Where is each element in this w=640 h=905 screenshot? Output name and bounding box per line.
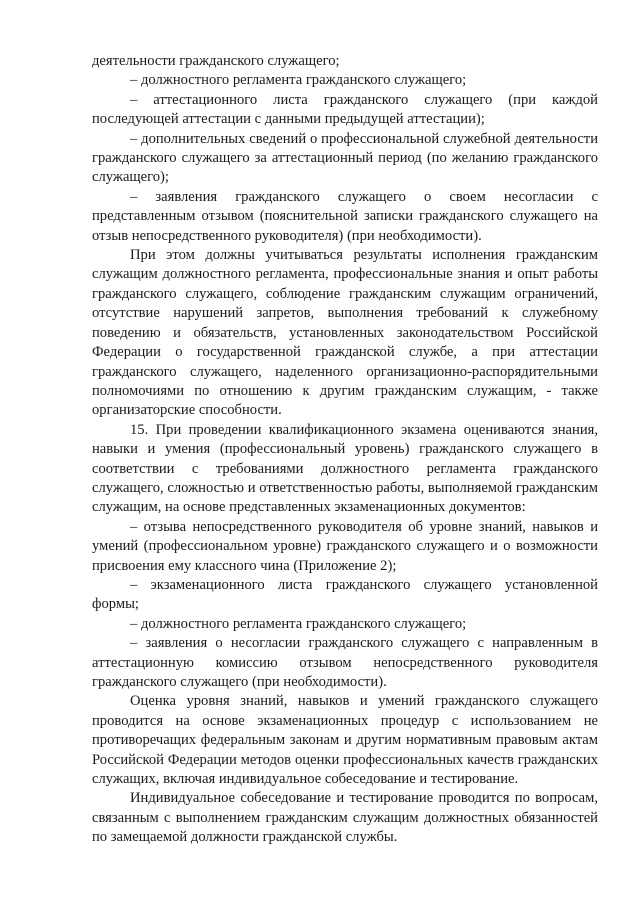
paragraph-13: Индивидуальное собеседование и тестирование проводится по вопросам, связанным с выполнением гражданским служащим должностных обязанностей по замещаемой должности гражданской службы. xyxy=(92,790,598,846)
paragraph-7: 15. При проведении квалификационного экзамена оцениваются знания, навыки и умения (профессиональный уровень) гражданского служащего в соответствии с требованиями должностного регламента гражданского служащего, сложностью и ответственностью работы, выполняемой гражданским служащим, на основе представленных экзаменационных документов: xyxy=(92,421,598,516)
paragraph-11: – заявления о несогласии гражданского служащего с направленным в аттестационную комиссию отзывом непосредственного руководителя гражданского служащего (при необходимости). xyxy=(92,635,598,690)
paragraph-10: – должностного регламента гражданского служащего; xyxy=(130,615,467,632)
paragraph-9: – экзаменационного листа гражданского служащего установленной формы; xyxy=(92,576,598,613)
paragraph-4: – дополнительных сведений о профессиональной служебной деятельности гражданского служащего за аттестационный период (по желанию гражданского служащего); xyxy=(92,130,598,186)
paragraph-1: деятельности гражданского служащего; xyxy=(92,53,340,69)
paragraph-8: – отзыва непосредственного руководителя об уровне знаний, навыков и умений (профессиональном уровне) гражданского служащего и о возможности присвоения ему классного чина (Приложение 2); xyxy=(92,518,598,574)
paragraph-6: При этом должны учитываться результаты исполнения гражданским служащим должностного регламента, профессиональные знания и опыт работы гражданского служащего, соблюдение гражданским служащим ограничений, отсутствие нарушений запретов, выполнения требований к служебному поведению и обязательств, установленных законодательством Российской Федерации о государственной гражданской службе, а при аттестации гражданского служащего, наделенного организационно-распорядительными полномочиями по отношению к другим гражданским служащим, - также организаторские способности. xyxy=(92,247,598,419)
paragraph-2: – должностного регламента гражданского служащего; xyxy=(130,72,467,89)
document-body xyxy=(92,52,598,848)
paragraph-12: Оценка уровня знаний, навыков и умений гражданского служащего проводится на основе экзаменационных процедур с использованием не противоречащих федеральным законам и другим нормативным правовым актам Российской Федерации методов оценки профессиональных качеств гражданских служащих, включая индивидуальное собеседование и тестирование. xyxy=(92,693,598,788)
paragraph-5: – заявления гражданского служащего о своем несогласии с представленным отзывом (пояснительной записки гражданского служащего на отзыв непосредственного руководителя) (при необходимости). xyxy=(92,188,598,244)
paragraph-3: – аттестационного листа гражданского служащего (при каждой последующей аттестации с данными предыдущей аттестации); xyxy=(92,91,598,128)
